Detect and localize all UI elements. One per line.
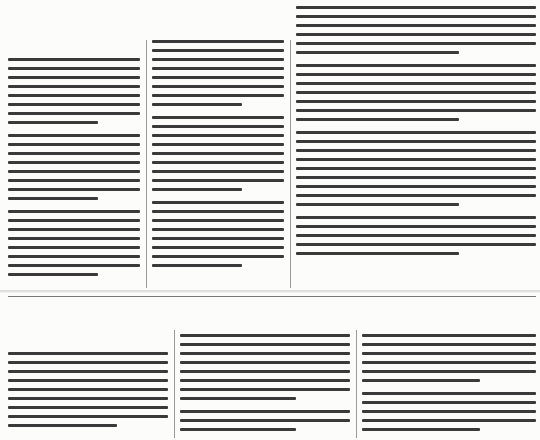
bottom-story-column-3 (362, 334, 536, 438)
top-story-column-3 (296, 6, 536, 266)
bottom-story-byline (48, 337, 138, 349)
continuation-reference (398, 268, 536, 282)
top-story-headline (6, 2, 306, 36)
bottom-story-column-1 (8, 352, 168, 438)
section-rule (8, 296, 536, 297)
top-story-column-2 (152, 40, 284, 286)
column-rule (146, 40, 147, 288)
top-story-byline (8, 40, 118, 54)
column-rule (356, 330, 357, 438)
page-fold (0, 290, 540, 293)
bottom-story-headline (150, 300, 390, 324)
column-rule (290, 40, 291, 288)
top-story-column-1 (8, 58, 140, 286)
column-rule (174, 330, 175, 438)
bottom-story-column-2 (180, 334, 350, 438)
